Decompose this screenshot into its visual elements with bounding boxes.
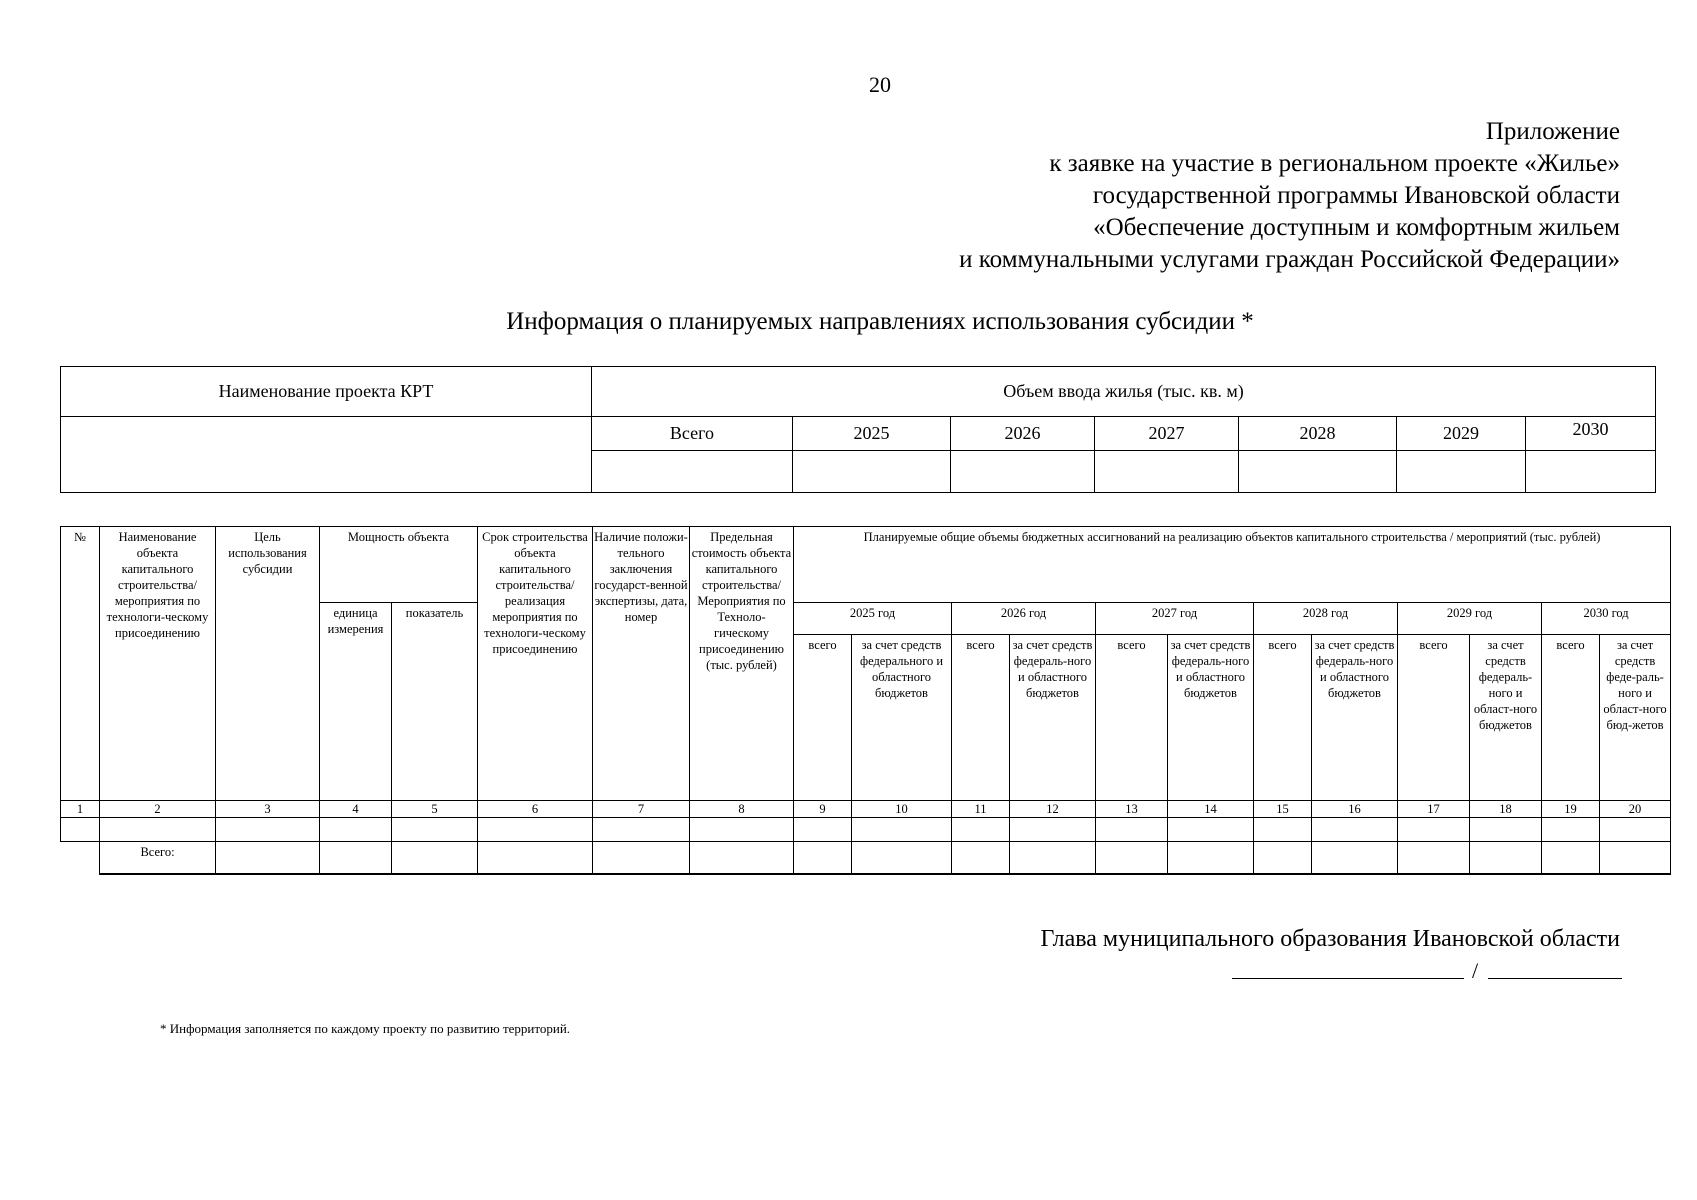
signature-blank[interactable]	[1232, 978, 1464, 979]
data-cell[interactable]	[1096, 818, 1168, 842]
column-number: 11	[952, 801, 1010, 818]
signature-separator: /	[1472, 958, 1479, 983]
housing-volume-header: Объем ввода жилья (тыс. кв. м)	[592, 367, 1656, 417]
appendix-header	[620, 116, 1620, 276]
header-year: 2029 год	[1398, 603, 1542, 635]
total-cell[interactable]	[478, 842, 593, 874]
table-row	[61, 818, 1671, 842]
appendix-line: к заявке на участие в региональном проекте «Жилье»	[1049, 150, 1620, 177]
year-header: 2028	[1239, 417, 1397, 451]
column-number: 13	[1096, 801, 1168, 818]
header-sub-funds: за счет средств федерального и областного бюджетов	[852, 635, 952, 801]
data-cell[interactable]	[1398, 818, 1470, 842]
document-title: Информация о планируемых направлениях использования субсидии *	[506, 308, 1254, 335]
project-name-cell[interactable]	[61, 417, 592, 493]
column-number: 4	[320, 801, 392, 818]
column-number: 12	[1010, 801, 1096, 818]
header-expertise: Наличие положи-тельного заключения государст-венной экспертизы, дата, номер	[593, 527, 690, 801]
volume-cell[interactable]	[592, 451, 793, 493]
data-cell[interactable]	[478, 818, 593, 842]
data-cell[interactable]	[593, 818, 690, 842]
header-sub-funds: за счет средств федераль-ного и областного бюджетов	[1168, 635, 1254, 801]
year-header: 2030	[1526, 417, 1656, 451]
year-header: 2029	[1397, 417, 1526, 451]
total-cell[interactable]	[852, 842, 952, 874]
header-year: 2027 год	[1096, 603, 1254, 635]
total-cell[interactable]	[216, 842, 320, 874]
data-cell[interactable]	[392, 818, 478, 842]
signature-title: Глава муниципального образования Ивановской области	[1040, 926, 1620, 952]
total-cell[interactable]	[320, 842, 392, 874]
header-goal: Цель использования субсидии	[216, 527, 320, 801]
year-header: 2026	[951, 417, 1095, 451]
header-sub-total: всего	[1398, 635, 1470, 801]
appendix-line: «Обеспечение доступным и комфортным жильем	[1093, 214, 1620, 241]
total-cell[interactable]	[690, 842, 794, 874]
name-blank[interactable]	[1488, 978, 1622, 979]
column-number: 3	[216, 801, 320, 818]
header-planned: Планируемые общие объемы бюджетных ассигнований на реализацию объектов капитального строительства / мероприятий (тыс. рублей)	[794, 527, 1671, 603]
total-cell[interactable]	[1312, 842, 1398, 874]
column-number: 19	[1542, 801, 1600, 818]
column-number: 10	[852, 801, 952, 818]
total-cell[interactable]	[1096, 842, 1168, 874]
data-cell[interactable]	[1470, 818, 1542, 842]
header-capacity: Мощность объекта	[320, 527, 478, 603]
total-cell[interactable]	[794, 842, 852, 874]
data-cell[interactable]	[1600, 818, 1671, 842]
header-indicator: показатель	[392, 603, 478, 801]
column-number: 6	[478, 801, 593, 818]
header-term: Срок строительства объекта капитального строительства/ реализация мероприятия по технологи-ческому присоединению	[478, 527, 593, 801]
header-cost: Предельная стоимость объекта капитального строительства/ Мероприятия по Техноло-гическому присоединению (тыс. рублей)	[690, 527, 794, 801]
header-unit: единица измерения	[320, 603, 392, 801]
header-year: 2028 год	[1254, 603, 1398, 635]
total-header: Всего	[592, 417, 793, 451]
data-cell[interactable]	[794, 818, 852, 842]
column-number: 9	[794, 801, 852, 818]
column-number: 17	[1398, 801, 1470, 818]
header-sub-funds: за счет средств феде-раль-ного и област-ного бюд-жетов	[1600, 635, 1671, 801]
data-cell[interactable]	[1010, 818, 1096, 842]
column-number: 7	[593, 801, 690, 818]
page-number: 20	[869, 72, 891, 97]
header-year: 2025 год	[794, 603, 952, 635]
volume-cell[interactable]	[1397, 451, 1526, 493]
header-sub-funds: за счет средств федераль-ного и областного бюджетов	[1010, 635, 1096, 801]
header-sub-total: всего	[794, 635, 852, 801]
header-sub-total: всего	[1542, 635, 1600, 801]
header-year: 2030 год	[1542, 603, 1671, 635]
housing-volume-table	[60, 366, 1656, 493]
volume-cell[interactable]	[1526, 451, 1656, 493]
total-cell[interactable]	[593, 842, 690, 874]
total-cell[interactable]	[1254, 842, 1312, 874]
total-row-blank	[61, 842, 100, 874]
appendix-line: и коммунальными услугами граждан Российской Федерации»	[959, 246, 1620, 273]
total-cell[interactable]	[1010, 842, 1096, 874]
footnote: * Информация заполняется по каждому проекту по развитию территорий.	[160, 1021, 571, 1036]
volume-cell[interactable]	[1095, 451, 1239, 493]
header-sub-funds: за счет средств федераль-ного и областного бюджетов	[1312, 635, 1398, 801]
data-cell[interactable]	[952, 818, 1010, 842]
column-number: 14	[1168, 801, 1254, 818]
data-cell[interactable]	[100, 818, 216, 842]
column-number: 5	[392, 801, 478, 818]
year-header: 2025	[793, 417, 951, 451]
total-label: Всего:	[100, 842, 216, 874]
data-cell[interactable]	[1168, 818, 1254, 842]
total-cell[interactable]	[392, 842, 478, 874]
data-cell[interactable]	[320, 818, 392, 842]
volume-cell[interactable]	[951, 451, 1095, 493]
total-cell[interactable]	[1168, 842, 1254, 874]
budget-table	[60, 526, 1671, 875]
header-sub-total: всего	[1254, 635, 1312, 801]
column-number-row	[61, 801, 1671, 818]
total-cell[interactable]	[1542, 842, 1600, 874]
header-no: №	[61, 527, 100, 801]
data-cell[interactable]	[690, 818, 794, 842]
total-cell[interactable]	[1600, 842, 1671, 874]
project-name-header: Наименование проекта КРТ	[61, 367, 592, 417]
signature-line[interactable]	[1232, 958, 1622, 982]
data-cell[interactable]	[61, 818, 100, 842]
volume-cell[interactable]	[1239, 451, 1397, 493]
column-number: 16	[1312, 801, 1398, 818]
data-cell[interactable]	[1254, 818, 1312, 842]
total-row	[61, 842, 1671, 874]
total-cell[interactable]	[1470, 842, 1542, 874]
data-cell[interactable]	[216, 818, 320, 842]
header-year: 2026 год	[952, 603, 1096, 635]
column-number: 8	[690, 801, 794, 818]
column-number: 2	[100, 801, 216, 818]
column-number: 20	[1600, 801, 1671, 818]
data-cell[interactable]	[1312, 818, 1398, 842]
total-cell[interactable]	[1398, 842, 1470, 874]
header-object: Наименование объекта капитального строительства/ мероприятия по технологи-ческому присоединению	[100, 527, 216, 801]
column-number: 18	[1470, 801, 1542, 818]
column-number: 15	[1254, 801, 1312, 818]
header-sub-total: всего	[952, 635, 1010, 801]
appendix-line: Приложение	[1485, 118, 1620, 145]
appendix-line: государственной программы Ивановской области	[1092, 182, 1620, 209]
column-number: 1	[61, 801, 100, 818]
header-sub-funds: за счет средств федераль-ного и област-ного бюджетов	[1470, 635, 1542, 801]
header-sub-total: всего	[1096, 635, 1168, 801]
data-cell[interactable]	[1542, 818, 1600, 842]
year-header: 2027	[1095, 417, 1239, 451]
data-cell[interactable]	[852, 818, 952, 842]
volume-cell[interactable]	[793, 451, 951, 493]
total-cell[interactable]	[952, 842, 1010, 874]
